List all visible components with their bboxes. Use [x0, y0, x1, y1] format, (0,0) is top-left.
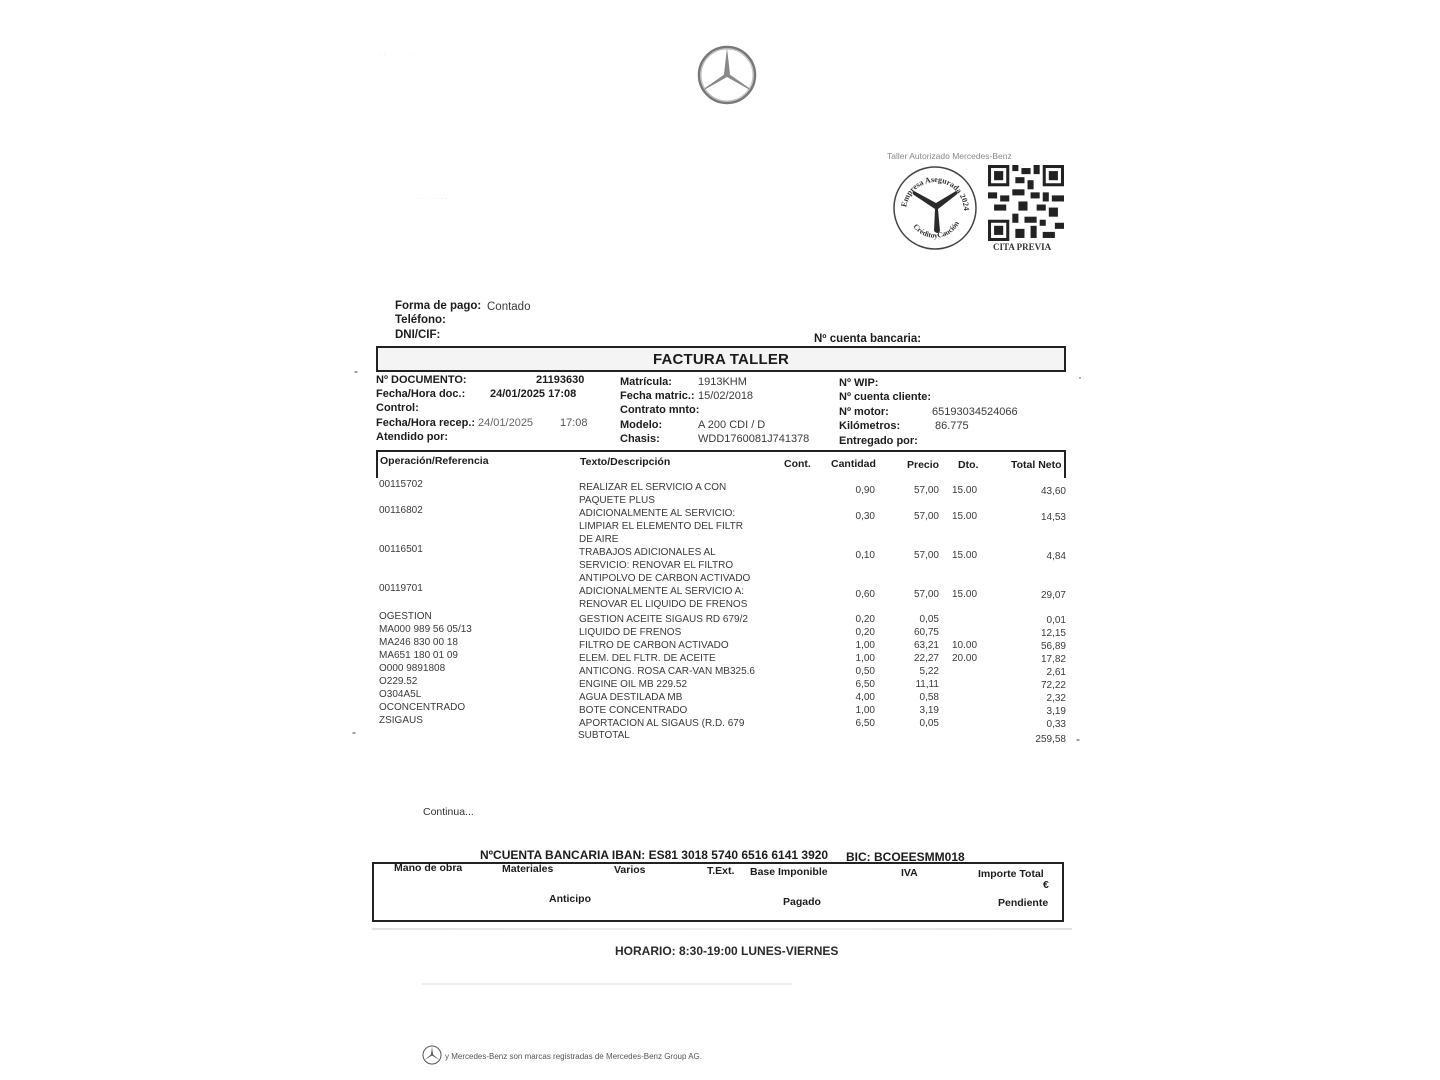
row-reference: 00116501	[379, 544, 423, 555]
row-description-line: ADICIONALMENTE AL SERVICIO:	[579, 508, 736, 519]
row-quantity: 1,00	[855, 640, 875, 651]
faint-scan-mark: · · ·	[380, 52, 415, 58]
row-price: 57,00	[913, 485, 939, 496]
row-reference: 00119701	[379, 583, 423, 594]
row-price: 0,58	[919, 692, 939, 703]
tax-base-label: Base Imponible	[750, 866, 828, 878]
engine-number-value: 65193034524066	[932, 406, 1018, 418]
row-description-line: ANTICONG. ROSA CAR-VAN MB325.6	[579, 666, 755, 677]
invoice-title-box	[376, 346, 1066, 372]
opening-hours: HORARIO: 8:30-19:00 LUNES-VIERNES	[615, 944, 839, 958]
row-reference: 00115702	[379, 479, 423, 490]
row-quantity: 1,00	[855, 653, 875, 664]
row-description-line: LIMPIAR EL ELEMENTO DEL FILTR	[579, 521, 743, 532]
kilometers-label: Kilómetros:	[839, 420, 901, 432]
external-work-label: T.Ext.	[707, 865, 735, 877]
faint-scan-mark: · · · · · · ·	[418, 196, 447, 202]
plate-label: Matrícula:	[620, 376, 672, 388]
row-total: 12,15	[1040, 628, 1066, 639]
row-description-line: TRABAJOS ADICIONALES AL	[579, 547, 716, 558]
misc-label: Varios	[614, 864, 646, 876]
qr-caption: CITA PREVIA	[993, 242, 1052, 252]
row-reference: O000 9891808	[379, 663, 446, 674]
row-reference: O229.52	[379, 676, 418, 687]
row-reference: ZSIGAUS	[379, 715, 423, 726]
currency-label: €	[1043, 879, 1049, 891]
delivered-by-label: Entregado por:	[839, 435, 918, 447]
row-description-line: BOTE CONCENTRADO	[579, 705, 688, 716]
maintenance-contract-label: Contrato mnto:	[620, 404, 700, 416]
row-description-line: ADICIONALMENTE AL SERVICIO A:	[579, 586, 745, 597]
col-header-description: Texto/Descripción	[580, 456, 671, 468]
row-price: 60,75	[913, 627, 939, 638]
doc-number-value: 21193630	[536, 374, 585, 386]
row-price: 5,22	[919, 666, 939, 677]
col-header-total: Total Neto	[1011, 459, 1062, 471]
qr-code-appointment[interactable]	[988, 165, 1064, 241]
engine-number-label: Nº motor:	[839, 406, 889, 418]
model-label: Modelo:	[620, 419, 663, 431]
dni-label: DNI/CIF:	[395, 329, 441, 341]
faint-legal-text	[422, 983, 792, 985]
row-price: 57,00	[913, 589, 939, 600]
row-quantity: 6,50	[855, 718, 875, 729]
row-discount: 15.00	[952, 550, 978, 561]
row-total: 2,32	[1046, 693, 1066, 704]
control-label: Control:	[376, 402, 419, 414]
row-quantity: 0,20	[855, 627, 875, 638]
row-discount: 20.00	[952, 653, 978, 664]
row-total: 56,89	[1040, 641, 1066, 652]
col-header-quantity: Cantidad	[831, 458, 876, 470]
client-account-label: Nº cuenta cliente:	[839, 391, 932, 403]
doc-date-label: Fecha/Hora doc.:	[376, 388, 466, 400]
row-total: 0,33	[1046, 719, 1066, 730]
row-quantity: 0,30	[855, 511, 875, 522]
row-total: 4,84	[1046, 551, 1066, 562]
model-value: A 200 CDI / D	[698, 419, 766, 431]
row-reference: MA651 180 01 09	[379, 650, 458, 661]
row-reference: O304A5L	[379, 689, 422, 700]
svg-text:Empresa Asegurada 2024: Empresa Asegurada 2024	[899, 174, 972, 211]
bic-line: BIC: BCOEESMM018	[846, 850, 965, 864]
svg-text:CréditoyCaución: CréditoyCaución	[911, 219, 961, 240]
row-reference: OCONCENTRADO	[379, 702, 466, 713]
wip-label: Nº WIP:	[839, 377, 879, 389]
row-price: 57,00	[913, 511, 939, 522]
row-reference: MA000 989 56 05/13	[379, 624, 472, 635]
row-price: 3,19	[919, 705, 939, 716]
reception-date-label: Fecha/Hora recep.:	[376, 417, 476, 429]
row-description-line: FILTRO DE CARBON ACTIVADO	[579, 640, 729, 651]
col-header-cont: Cont.	[784, 458, 811, 470]
vat-label: IVA	[901, 867, 918, 879]
row-description-line: PAQUETE PLUS	[579, 495, 655, 506]
row-description-line: RENOVAR EL LIQUIDO DE FRENOS	[579, 599, 748, 610]
row-reference: MA246 830 00 18	[379, 637, 458, 648]
row-description-line: ANTIPOLVO DE CARBON ACTIVADO	[579, 573, 751, 584]
row-price: 0,05	[919, 718, 939, 729]
registration-date-value: 15/02/2018	[698, 390, 754, 402]
payment-method-value: Contado	[487, 301, 531, 313]
col-header-price: Precio	[907, 459, 940, 471]
margin-mark: ·	[1078, 370, 1082, 384]
mercedes-star-footer-icon	[422, 1045, 442, 1065]
row-quantity: 0,50	[855, 666, 875, 677]
kilometers-value: 86.775	[935, 420, 969, 432]
plate-value: 1913KHM	[698, 376, 747, 388]
row-description-line: APORTACION AL SIGAUS (R.D. 679	[579, 718, 745, 729]
doc-date-value: 24/01/2025 17:08	[490, 388, 577, 400]
mercedes-star-logo	[696, 44, 758, 106]
advance-label: Anticipo	[549, 893, 591, 905]
row-reference: OGESTION	[379, 611, 432, 622]
margin-mark: -	[1076, 732, 1080, 746]
row-description-line: ENGINE OIL MB 229.52	[579, 679, 688, 690]
subtotal-value: 259,58	[1035, 734, 1066, 745]
chassis-value: WDD1760081J741378	[698, 433, 810, 445]
row-quantity: 1,00	[855, 705, 875, 716]
insured-company-seal-icon	[892, 165, 978, 251]
row-price: 63,21	[913, 640, 939, 651]
margin-mark: -	[354, 364, 358, 378]
registration-date-label: Fecha matric.:	[620, 390, 695, 402]
row-total: 2,61	[1046, 667, 1066, 678]
paid-label: Pagado	[783, 896, 821, 908]
reception-date-value: 24/01/2025	[478, 417, 534, 429]
materials-label: Materiales	[502, 863, 554, 875]
row-description-line: SERVICIO: RENOVAR EL FILTRO	[579, 560, 734, 571]
row-total: 17,82	[1040, 654, 1066, 665]
row-total: 3,19	[1046, 706, 1066, 717]
subtotal-label: SUBTOTAL	[578, 730, 630, 741]
row-quantity: 0,60	[855, 589, 875, 600]
row-description-line: GESTION ACEITE SIGAUS RD 679/2	[579, 614, 748, 625]
authorized-workshop-caption: Taller Autorizado Mercedes-Benz	[887, 151, 1012, 161]
row-reference: 00116802	[379, 505, 423, 516]
row-quantity: 6,50	[855, 679, 875, 690]
row-total: 0,01	[1046, 615, 1066, 626]
total-amount-label: Importe Total	[978, 868, 1044, 880]
iban-line: NºCUENTA BANCARIA IBAN: ES81 3018 5740 6516 6141 3920	[480, 848, 829, 862]
row-price: 11,11	[915, 679, 939, 690]
row-description-line: AGUA DESTILADA MB	[579, 692, 683, 703]
bank-account-label: Nº cuenta bancaria:	[814, 333, 922, 345]
row-description-line: LIQUIDO DE FRENOS	[579, 627, 682, 638]
row-description-line: ELEM. DEL FLTR. DE ACEITE	[579, 653, 716, 664]
doc-number-label: Nº DOCUMENTO:	[376, 374, 467, 386]
invoice-title: FACTURA TALLER	[652, 350, 790, 368]
row-quantity: 0,10	[855, 550, 875, 561]
payment-method-label: Forma de pago:	[395, 300, 482, 312]
phone-label: Teléfono:	[395, 314, 446, 326]
row-quantity: 4,00	[855, 692, 875, 703]
pending-label: Pendiente	[998, 897, 1049, 909]
faint-legal-text	[372, 928, 1072, 930]
chassis-label: Chasis:	[620, 433, 660, 445]
row-price: 22,27	[913, 653, 939, 664]
row-discount: 15.00	[952, 511, 978, 522]
labour-label: Mano de obra	[394, 862, 463, 874]
row-quantity: 0,20	[855, 614, 875, 625]
row-discount: 15.00	[952, 589, 978, 600]
row-price: 57,00	[913, 550, 939, 561]
row-price: 0,05	[919, 614, 939, 625]
row-discount: 15.00	[952, 485, 978, 496]
row-discount: 10.00	[952, 640, 978, 651]
margin-mark: -	[352, 725, 356, 739]
col-header-reference: Operación/Referencia	[380, 455, 489, 467]
row-total: 14,53	[1040, 512, 1066, 523]
row-quantity: 0,90	[855, 485, 875, 496]
row-description-line: REALIZAR EL SERVICIO A CON	[579, 482, 727, 493]
col-header-discount: Dto.	[958, 459, 979, 471]
continues-note: Continua...	[423, 806, 474, 818]
reception-time-value: 17:08	[560, 417, 588, 429]
row-description-line: DE AIRE	[579, 534, 619, 545]
row-total: 43,60	[1040, 486, 1066, 497]
attended-by-label: Atendido por:	[376, 431, 449, 443]
trademark-note: y Mercedes-Benz son marcas registradas de Mercedes-Benz Group AG.	[445, 1052, 702, 1061]
row-total: 29,07	[1040, 590, 1066, 601]
row-total: 72,22	[1040, 680, 1066, 691]
